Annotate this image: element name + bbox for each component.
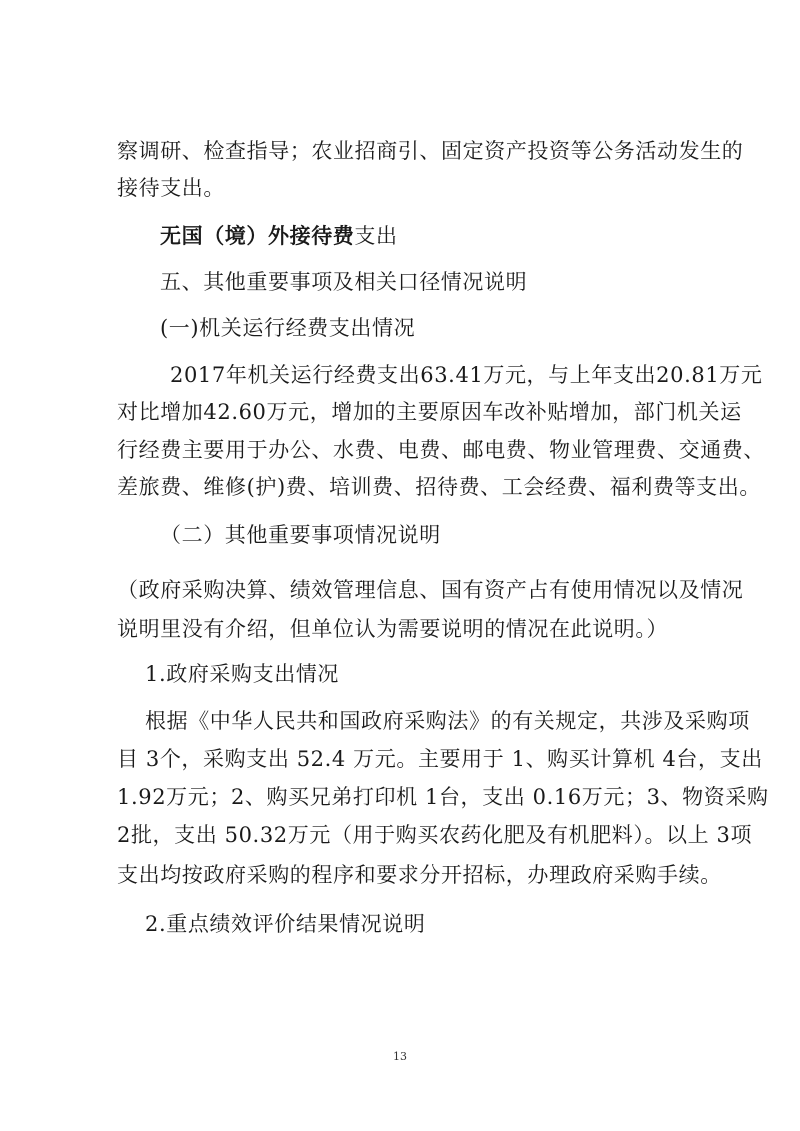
subsection-heading: (一)机关运行经费支出情况: [160, 316, 416, 340]
paragraph-line: 根据《中华人民共和国政府采购法》的有关规定，共涉及采购项: [145, 709, 750, 733]
section-heading: 五、其他重要事项及相关口径情况说明: [160, 270, 528, 294]
paragraph-line: 差旅费、维修(护)费、培训费、招待费、工会经费、福利费等支出。: [117, 475, 761, 499]
subsection-heading: （二）其他重要事项情况说明: [160, 523, 441, 547]
paragraph-line: （政府采购决算、绩效管理信息、国有资产占有使用情况以及情况: [117, 578, 744, 602]
item-heading: 2.重点绩效评价结果情况说明: [145, 912, 426, 936]
paragraph-line: 行经费主要用于办公、水费、电费、邮电费、物业管理费、交通费、: [117, 438, 765, 462]
paragraph-line: 察调研、检查指导；农业招商引、固定资产投资等公务活动发生的: [117, 139, 744, 163]
section-line: [160, 222, 398, 250]
paragraph-line: 1.92万元；2、购买兄弟打印机 1台，支出 0.16万元；3、物资采购: [117, 785, 769, 809]
paragraph-line: 说明里没有介绍，但单位认为需要说明的情况在此说明。）: [117, 617, 669, 641]
paragraph-line: 2017年机关运行经费支出63.41万元，与上年支出20.81万元: [170, 363, 763, 387]
paragraph-line: 接待支出。: [117, 176, 225, 200]
paragraph-line: 对比增加42.60万元，增加的主要原因车改补贴增加，部门机关运: [117, 400, 742, 424]
page-number: 13: [393, 1050, 407, 1063]
heading-suffix-text: 支出: [354, 224, 398, 248]
paragraph-line: 支出均按政府采购的程序和要求分开招标，办理政府采购手续。: [117, 863, 722, 887]
bold-heading-text: 无国（境）外接待费: [160, 223, 355, 248]
paragraph-line: 目 3个，采购支出 52.4 万元。主要用于 1、购买计算机 4台，支出: [117, 747, 763, 771]
paragraph-line: 2批，支出 50.32万元（用于购买农药化肥及有机肥料）。以上 3项: [117, 823, 753, 847]
item-heading: 1.政府采购支出情况: [145, 662, 340, 686]
